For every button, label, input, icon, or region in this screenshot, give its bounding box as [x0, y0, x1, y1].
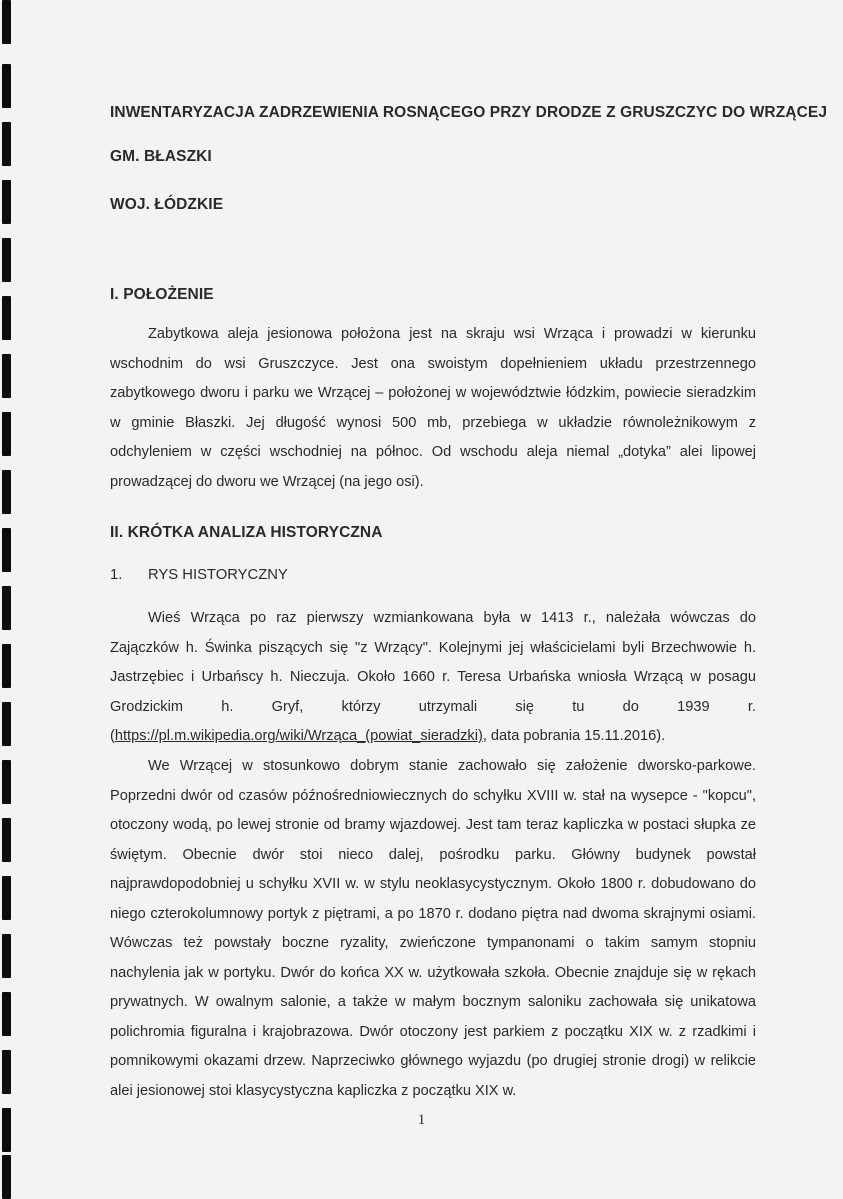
paragraph-text: Wieś Wrząca po raz pierwszy wzmiankowana była w 1413 r., należała wówczas do Zajączków h. Świnka piszących się "z Wrzący". Kolejnymi jej właścicielami byli Brzechwowie h. Jastrzębiec i Urbańscy h. Nieczuja. Około 1660 r. Teresa Urbańska wniosła Wrzącą w posagu Grodzickim h. Gryf, którzy utrzymali się tu do 1939 r. ( — [110, 610, 756, 744]
binding-mark — [2, 470, 11, 514]
section-heading-polozenie: I. POŁOŻENIE — [110, 286, 214, 303]
page-number: 1 — [417, 1112, 426, 1128]
binding-mark — [2, 644, 11, 688]
subsection-title: RYS HISTORYCZNY — [148, 567, 288, 583]
document-title: INWENTARYZACJA ZADRZEWIENIA ROSNĄCEGO PRZY DRODZE Z GRUSZCZYC DO WRZĄCEJ — [110, 104, 828, 121]
binding-mark — [2, 586, 11, 630]
binding-mark — [2, 0, 11, 44]
binding-mark — [2, 934, 11, 978]
binding-mark — [2, 876, 11, 920]
paragraph-history-1 — [110, 604, 756, 752]
paragraph-text: We Wrzącej w stosunkowo dobrym stanie zachowało się założenie dworsko-parkowe. Poprzedni dwór od czasów późnośredniowiecznych do schyłku XVIII w. stał na wysepce - "kopcu", otoczony wodą, po lewej stronie od bramy wjazdowej. Jest tam teraz kapliczka w postaci słupka ze świętym. Obecnie dwór stoi nieco dalej, pośrodku parku. Główny budynek powstał najprawdopodobniej u schyłku XVII w. w stylu neoklasycystycznym. Około 1800 r. dobudowano do niego czterokolumnowy portyk z piętrami, a po 1870 r. dodano piętra nad dwoma skrajnymi osiami. Wówczas też powstały boczne ryzality, zwieńczone tympanonami o takim samym stopniu nachylenia jak w portyku. Dwór do końca XX w. użytkowała szkoła. Obecnie znajduje się w rękach prywatnych. W owalnym salonie, a także w małym bocznym saloniku zachowała się unikatowa polichromia figuralna i krajobrazowa. Dwór otoczony jest parkiem z początku XIX w. z rzadkimi i pomnikowymi okazami drzew. Naprzeciwko głównego wyjazdu (po drugiej stronie drogi) w relikcie alei jesionowej stoi klasycystyczna kapliczka z początku XIX w. — [110, 758, 756, 1099]
wojewodztwo-label: WOJ. ŁÓDZKIE — [110, 196, 224, 213]
binding-mark — [2, 238, 11, 282]
wikipedia-link[interactable]: https://pl.m.wikipedia.org/wiki/Wrząca_(powiat_sieradzki) — [114, 728, 483, 744]
binding-mark — [2, 1050, 11, 1094]
section-heading-analiza: II. KRÓTKA ANALIZA HISTORYCZNA — [110, 524, 383, 541]
gmina-label: GM. BŁASZKI — [110, 148, 212, 165]
binding-mark — [2, 180, 11, 224]
binding-mark — [2, 354, 11, 398]
binding-mark — [2, 818, 11, 862]
binding-mark — [2, 528, 11, 572]
subsection-number: 1. — [110, 567, 123, 583]
paragraph-polozenie — [110, 320, 756, 497]
paragraph-text: Zabytkowa aleja jesionowa położona jest na skraju wsi Wrząca i prowadzi w kierunku wschodnim do wsi Gruszczyce. Jest ona swoistym dopełnieniem układu przestrzennego zabytkowego dworu i parku we Wrzącej – położonej w województwie łódzkim, powiecie sieradzkim w gminie Błaszki. Jej długość wynosi 500 mb, przebiega w układzie równoleżnikowym z odchyleniem w części wschodniej na północ. Od wschodu aleja niemal „dotyka” alei lipowej prowadzącej do dworu we Wrzącej (na jego osi). — [110, 326, 756, 490]
paragraph-history-2 — [110, 752, 756, 1106]
binding-mark — [2, 992, 11, 1036]
binding-mark — [2, 760, 11, 804]
binding-mark — [2, 702, 11, 746]
paragraph-text: , data pobrania 15.11.2016). — [482, 728, 666, 744]
binding-mark — [2, 296, 11, 340]
binding-mark — [2, 64, 11, 108]
binding-mark — [2, 122, 11, 166]
binding-mark — [2, 1155, 11, 1199]
subsection-heading — [110, 567, 288, 583]
binding-mark — [2, 412, 11, 456]
